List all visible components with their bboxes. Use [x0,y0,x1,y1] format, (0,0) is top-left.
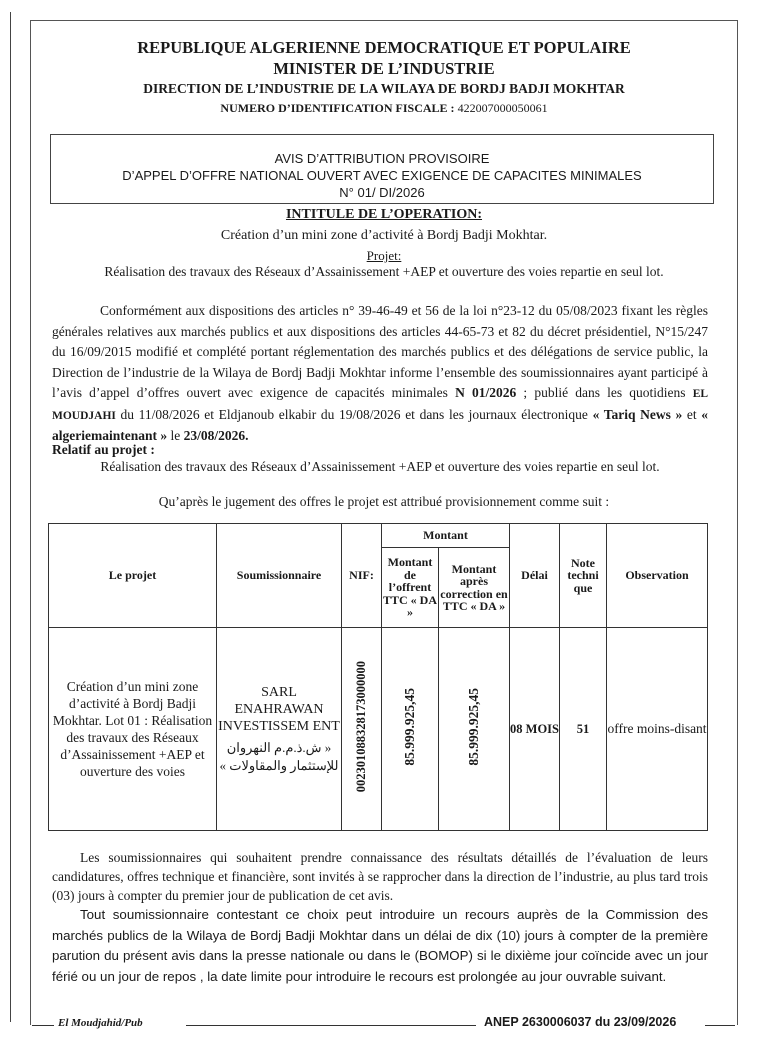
column-rule [10,12,11,1022]
cell-montant-corrige [439,628,510,831]
legal-text-3: du 11/08/2026 et Eldjanoub elkabir du 19/08/2026 et dans les journaux électronique [120,406,588,422]
cell-delai: 08 MOIS [510,628,560,831]
publication-date: 23/08/2026. [183,428,249,443]
nif-value: 422007000050061 [457,101,548,115]
cell-soumissionnaire [217,628,342,831]
legal-text-4: et [686,406,697,422]
site-tariq: « Tariq News » [592,406,683,422]
legal-text: Conformément aux dispositions des articles n° 39-46-49 et 56 de la loi n°23-12 du 05/08/2023 fixant les règles générales relatives aux marchés publics et aux dispositions des articles 44-65-73 et 82 du décret présidentiel, N°15/247 du 16/09/2015 modifié et complété portant réglementation des marchés publics et des délégations de service public, la Direction de l’industrie de la Wilaya de Bordj Badji Mokhtar informe l’ensemble des soumissionnaires ayant participé à l’avis d’appel d’offres ouvert avec exigence de capacités minimales [52,303,708,400]
paragraph-recours: Tout soumissionnaire contestant ce choix peut introduire un recours auprès de la Commission des marchés publics de la Wilaya de Bordj Badji Mokhtar dans un délai de dix (10) jours à compter de la première parution du présent avis dans la presse nationale ou dans le (BOMOP) si le dixième jour coïncide avec un jour férié ou un jour de repos , la date limite pour introduire le recours est prolongée au jour ouvrable suivant. [52,907,708,984]
nif-label: NUMERO D’IDENTIFICATION FISCALE : [220,101,455,115]
col-projet: Le projet [49,524,217,628]
footer-anep: ANEP 2630006037 du 23/09/2026 [484,1015,677,1029]
operation-text: Création d’un mini zone d’activité à Bordj Badji Mokhtar. [220,228,548,243]
relatif-text: Réalisation des travaux des Réseaux d’Assainissement +AEP et ouverture des voies repartie en seul lot. [100,459,660,474]
projet-text: Réalisation des travaux des Réseaux d’Assainissement +AEP et ouverture des voies repartie en seul lot. [104,264,664,279]
results-table [48,523,708,831]
cell-projet: Création d’un mini zone d’activité à Bordj Badji Mokhtar. Lot 01 : Réalisation des travaux des Réseaux d’Assainissement +AEP et ouverture des voies [49,628,217,831]
table-row [49,628,708,831]
header-nif [30,101,738,116]
col-observation: Observation [607,524,708,628]
avis-title: AVIS D’ATTRIBUTION PROVISOIRE [274,151,490,166]
col-nif: NIF: [342,524,382,628]
col-note: Note techni que [560,524,607,628]
newspaper-name: EL MOUDJAHI [52,388,709,422]
avis-subtitle: D’APPEL D’OFFRE NATIONAL OUVERT AVEC EXIGENCE DE CAPACITES MINIMALES [122,168,642,183]
cell-nif [342,628,382,831]
header-republic: REPUBLIQUE ALGERIENNE DEMOCRATIQUE ET POPULAIRE [137,38,631,57]
col-montant-corrige: Montant après correction en TTC « DA » [439,548,510,628]
projet-label: Projet: [366,248,402,263]
col-delai: Délai [510,524,560,628]
nif-number: 002301088328173000000 [354,660,368,793]
col-montant-offre: Montant de l’offrent TTC « DA » [382,548,439,628]
col-soumissionnaire: Soumissionnaire [217,524,342,628]
avis-box [50,134,714,204]
paragraph-legal [52,301,708,447]
legal-text-2: ; publié dans les quotidiens [523,385,686,400]
col-montant: Montant [382,524,510,548]
site-algerie: « algeriemaintenant » [52,406,709,443]
footer-source: El Moudjahid/Pub [58,1017,143,1029]
operation-label: INTITULE DE L’OPERATION: [285,207,483,222]
footer-rule-mid [186,1025,476,1026]
footer-rule-left [32,1025,54,1026]
cell-note: 51 [560,628,607,831]
paragraph-results: Les soumissionnaires qui souhaitent prendre connaissance des résultats détaillés de l’évaluation de leurs candidatures, offres technique et financière, sont invités à se rapprocher dans la direction de l’industrie, au plus tard trois (03) jours à compter du premier jour de publication de cet avis. [52,850,708,903]
attribution-intro: Qu’après le jugement des offres le projet est attribué provisionnement comme suit : [158,494,610,509]
header-ministry: MINISTER DE L’INDUSTRIE [273,59,495,78]
company-name-arabic: « ش.ذ.م.م النهروان للإستثمار والمقاولات » [219,739,339,773]
relatif-label: Relatif au projet : [52,442,155,457]
amount-offer: 85.999.925,45 [402,687,417,766]
header-direction: DIRECTION DE L’INDUSTRIE DE LA WILAYA DE BORDJ BADJI MOKHTAR [143,81,625,96]
company-name: SARL ENAHRAWAN INVESTISSEM ENT [218,684,340,734]
avis-number: N° 01/ DI/2026 [339,185,425,200]
legal-text-5: le [170,428,181,443]
avis-ref: N 01/2026 [455,385,517,400]
cell-observation: offre moins-disant [607,628,708,831]
cell-montant-offre [382,628,439,831]
amount-corrected: 85.999.925,45 [466,687,481,766]
footer-rule-right [705,1025,735,1026]
